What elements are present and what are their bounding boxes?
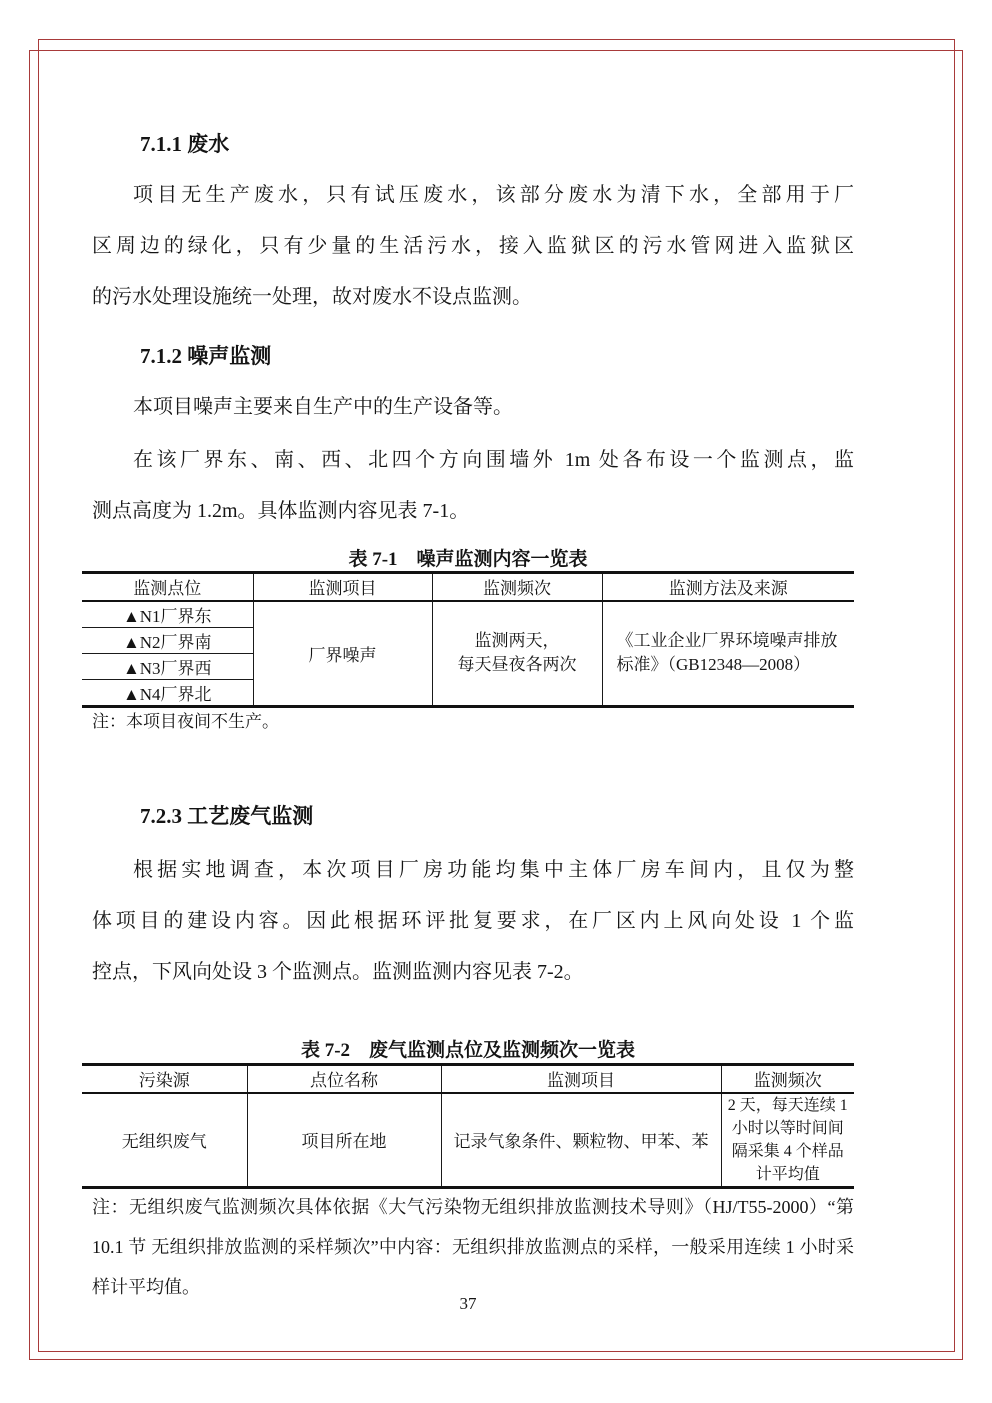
monitoring-point-cell: ▲N1厂界东 — [82, 601, 253, 628]
column-header: 点位名称 — [247, 1065, 441, 1093]
column-header: 监测点位 — [82, 573, 253, 601]
page-number: 37 — [459, 1294, 477, 1313]
monitoring-frequency-cell — [721, 1093, 854, 1188]
paragraph-wastewater — [92, 170, 854, 323]
table-7-2-caption: 表 7-2 废气监测点位及监测频次一览表 — [300, 1040, 636, 1061]
monitoring-point-cell: ▲N4厂界北 — [82, 679, 253, 706]
table-7-1-caption: 表 7-1 噪声监测内容一览表 — [348, 549, 588, 570]
column-header: 监测项目 — [253, 573, 432, 601]
frequency-line: 监测两天， — [474, 631, 560, 650]
column-header: 监测方法及来源 — [602, 573, 854, 601]
method-line: 《工业企业厂界环境噪声排放 — [616, 631, 838, 650]
paragraph-line: 根据实地调查，本次项目厂房功能均集中主体厂房车间内，且仅为整 — [133, 859, 854, 881]
section-heading-7-1-1: 7.1.1 废水 — [140, 132, 230, 156]
frequency-line: 计平均值 — [755, 1165, 820, 1183]
method-line: 标准》（GB12348—2008） — [616, 655, 811, 674]
paragraph-line: 区周边的绿化，只有少量的生活污水，接入监狱区的污水管网进入监狱区 — [92, 235, 854, 257]
pollution-source-cell: 无组织废气 — [82, 1093, 247, 1188]
table-7-1 — [82, 571, 854, 708]
monitoring-point-cell: ▲N3厂界西 — [82, 653, 253, 679]
paragraph-line: 体项目的建设内容。因此根据环评批复要求，在厂区内上风向处设 1 个监 — [92, 910, 854, 932]
table-7-1-header-row — [82, 573, 854, 601]
section-heading-7-2-3: 7.2.3 工艺废气监测 — [140, 804, 314, 828]
paragraph-waste-gas — [92, 845, 854, 998]
frequency-line: 隔采集 4 个样品 — [731, 1142, 844, 1160]
monitoring-method-cell — [602, 601, 854, 707]
monitoring-item-cell: 厂界噪声 — [253, 601, 432, 707]
section-heading-7-1-2: 7.1.2 噪声监测 — [140, 344, 272, 368]
note-line: 注：无组织废气监测频次具体依据《大气污染物无组织排放监测技术导则》（HJ/T55-2000）“第 — [92, 1197, 854, 1217]
table-7-1-note: 注：本项目夜间不生产。 — [92, 712, 279, 731]
paragraph-noise-source — [92, 382, 854, 433]
paragraph-line: 的污水处理设施统一处理，故对废水不设点监测。 — [92, 286, 532, 308]
frequency-line: 2 天，每天连续 1 — [727, 1096, 848, 1114]
paragraph-line: 本项目噪声主要来自生产中的生产设备等。 — [133, 396, 513, 418]
point-name-cell: 项目所在地 — [247, 1093, 441, 1188]
table-7-2 — [82, 1063, 854, 1189]
table-7-2-note — [92, 1187, 854, 1307]
frequency-line: 小时以等时间间 — [731, 1119, 844, 1137]
column-header: 监测频次 — [432, 573, 602, 601]
paragraph-line: 控点，下风向处设 3 个监测点。监测监测内容见表 7-2。 — [92, 961, 584, 983]
note-line: 10.1 节 无组织排放监测的采样频次”中内容：无组织排放监测点的采样，一般采用连续 1 小时采 — [92, 1237, 854, 1257]
frequency-line: 每天昼夜各两次 — [457, 655, 577, 674]
monitoring-item-cell: 记录气象条件、颗粒物、甲苯、苯 — [441, 1093, 721, 1188]
column-header: 监测频次 — [721, 1065, 854, 1093]
table-row — [82, 1093, 854, 1188]
table-row — [82, 601, 854, 628]
column-header: 监测项目 — [441, 1065, 721, 1093]
table-7-2-header-row — [82, 1065, 854, 1093]
paragraph-noise-points — [92, 435, 854, 537]
monitoring-point-cell: ▲N2厂界南 — [82, 627, 253, 653]
monitoring-frequency-cell — [432, 601, 602, 707]
paragraph-line: 项目无生产废水，只有试压废水，该部分废水为清下水，全部用于厂 — [133, 184, 854, 206]
paragraph-line: 测点高度为 1.2m。具体监测内容见表 7-1。 — [92, 500, 470, 522]
note-line: 样计平均值。 — [92, 1277, 200, 1297]
paragraph-line: 在该厂界东、南、西、北四个方向围墙外 1m 处各布设一个监测点，监 — [133, 449, 854, 471]
column-header: 污染源 — [82, 1065, 247, 1093]
